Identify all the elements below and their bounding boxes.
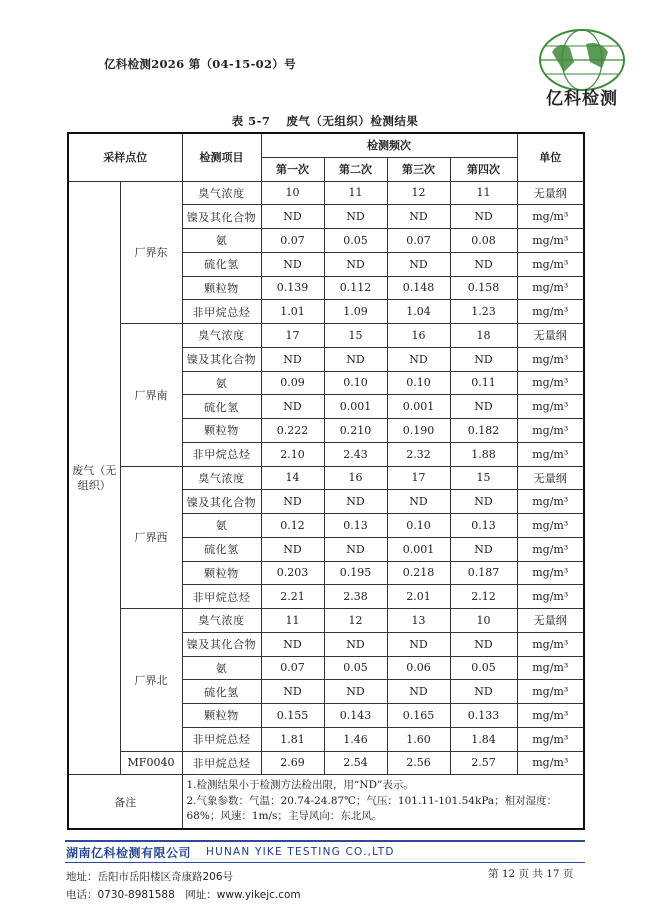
- table-number: 表 5-7: [231, 114, 271, 128]
- unit-cell: mg/m³: [517, 205, 584, 229]
- unit-cell: mg/m³: [517, 347, 584, 371]
- header-third: 第三次: [387, 157, 450, 181]
- value-cell: ND: [387, 680, 450, 704]
- value-cell: 2.38: [324, 585, 387, 609]
- unit-cell: 无量纲: [517, 324, 584, 348]
- item-cell: 氨: [182, 229, 261, 253]
- value-cell: 2.54: [324, 751, 387, 775]
- value-cell: 10: [450, 609, 517, 633]
- header-first: 第一次: [261, 157, 324, 181]
- value-cell: 11: [324, 181, 387, 205]
- value-cell: 0.05: [324, 229, 387, 253]
- company-name-cn: 湖南亿科检测有限公司: [66, 846, 192, 860]
- value-cell: ND: [324, 347, 387, 371]
- report-number: 亿科检测2026 第（04-15-02）号: [104, 57, 296, 71]
- value-cell: 0.13: [324, 514, 387, 538]
- header-second: 第二次: [324, 157, 387, 181]
- value-cell: 0.06: [387, 656, 450, 680]
- value-cell: 0.10: [387, 514, 450, 538]
- value-cell: ND: [261, 632, 324, 656]
- note-1: 1.检测结果小于检测方法检出限，用“ND”表示。: [186, 779, 414, 792]
- table-row: [68, 466, 584, 490]
- value-cell: 0.210: [324, 419, 387, 443]
- value-cell: 0.218: [387, 561, 450, 585]
- table-row: [68, 324, 584, 348]
- value-cell: 0.155: [261, 704, 324, 728]
- value-cell: ND: [450, 632, 517, 656]
- item-cell: 非甲烷总烃: [182, 751, 261, 775]
- value-cell: 0.187: [450, 561, 517, 585]
- item-cell: 氨: [182, 371, 261, 395]
- value-cell: ND: [387, 252, 450, 276]
- value-cell: 14: [261, 466, 324, 490]
- value-cell: ND: [324, 680, 387, 704]
- location-cell: 厂界东: [120, 181, 182, 324]
- company-address: 地址：岳阳市岳阳楼区奇康路206号: [66, 871, 234, 883]
- value-cell: 17: [387, 466, 450, 490]
- value-cell: 0.12: [261, 514, 324, 538]
- value-cell: 2.32: [387, 442, 450, 466]
- unit-cell: 无量纲: [517, 466, 584, 490]
- value-cell: 17: [261, 324, 324, 348]
- item-cell: 非甲烷总烃: [182, 727, 261, 751]
- value-cell: ND: [324, 537, 387, 561]
- unit-cell: 无量纲: [517, 609, 584, 633]
- value-cell: ND: [387, 490, 450, 514]
- value-cell: ND: [261, 347, 324, 371]
- value-cell: ND: [450, 680, 517, 704]
- value-cell: ND: [261, 680, 324, 704]
- location-cell: 厂界西: [120, 466, 182, 609]
- unit-cell: mg/m³: [517, 704, 584, 728]
- header-test-item: 检测项目: [182, 133, 261, 181]
- unit-cell: mg/m³: [517, 229, 584, 253]
- unit-cell: mg/m³: [517, 419, 584, 443]
- value-cell: 1.09: [324, 300, 387, 324]
- value-cell: 1.81: [261, 727, 324, 751]
- unit-cell: mg/m³: [517, 276, 584, 300]
- value-cell: 2.12: [450, 585, 517, 609]
- value-cell: ND: [261, 537, 324, 561]
- value-cell: 0.05: [450, 656, 517, 680]
- value-cell: 0.08: [450, 229, 517, 253]
- item-cell: 镍及其化合物: [182, 490, 261, 514]
- results-table: [67, 132, 585, 830]
- item-cell: 镍及其化合物: [182, 347, 261, 371]
- unit-cell: mg/m³: [517, 395, 584, 419]
- unit-cell: mg/m³: [517, 585, 584, 609]
- value-cell: 15: [450, 466, 517, 490]
- value-cell: 0.001: [387, 395, 450, 419]
- notes-label: 备注: [68, 775, 182, 829]
- value-cell: 0.112: [324, 276, 387, 300]
- table-row: [68, 751, 584, 775]
- value-cell: 10: [261, 181, 324, 205]
- value-cell: 2.10: [261, 442, 324, 466]
- value-cell: 1.23: [450, 300, 517, 324]
- value-cell: ND: [324, 205, 387, 229]
- value-cell: 0.07: [261, 229, 324, 253]
- header-frequency: 检测频次: [261, 133, 517, 157]
- location-cell: MF0040: [120, 751, 182, 775]
- logo-text: 亿科检测: [546, 89, 618, 109]
- value-cell: 16: [387, 324, 450, 348]
- value-cell: ND: [450, 347, 517, 371]
- unit-cell: 无量纲: [517, 181, 584, 205]
- table-title: 废气（无组织）检测结果: [286, 114, 419, 128]
- unit-cell: mg/m³: [517, 561, 584, 585]
- note-2: 2.气象参数：气温：20.74-24.87℃；气压：101.11-101.54kPa；相对湿度：68%；风速：1m/s；主导风向：东北风。: [186, 794, 558, 823]
- value-cell: 1.01: [261, 300, 324, 324]
- unit-cell: mg/m³: [517, 656, 584, 680]
- value-cell: ND: [261, 205, 324, 229]
- value-cell: 13: [387, 609, 450, 633]
- notes-content: [182, 775, 584, 829]
- value-cell: 0.07: [261, 656, 324, 680]
- value-cell: 0.195: [324, 561, 387, 585]
- value-cell: ND: [450, 252, 517, 276]
- value-cell: 0.07: [387, 229, 450, 253]
- value-cell: 0.10: [387, 371, 450, 395]
- value-cell: ND: [324, 252, 387, 276]
- value-cell: 1.60: [387, 727, 450, 751]
- value-cell: 0.190: [387, 419, 450, 443]
- value-cell: ND: [261, 395, 324, 419]
- value-cell: 0.001: [387, 537, 450, 561]
- value-cell: ND: [261, 252, 324, 276]
- value-cell: ND: [387, 347, 450, 371]
- value-cell: 0.09: [261, 371, 324, 395]
- item-cell: 臭气浓度: [182, 324, 261, 348]
- value-cell: 15: [324, 324, 387, 348]
- item-cell: 非甲烷总烃: [182, 442, 261, 466]
- item-cell: 臭气浓度: [182, 466, 261, 490]
- location-cell: 厂界北: [120, 609, 182, 752]
- value-cell: 0.001: [324, 395, 387, 419]
- value-cell: 2.56: [387, 751, 450, 775]
- header-sampling-point: 采样点位: [68, 133, 182, 181]
- item-cell: 臭气浓度: [182, 181, 261, 205]
- value-cell: 18: [450, 324, 517, 348]
- value-cell: 16: [324, 466, 387, 490]
- item-cell: 颗粒物: [182, 419, 261, 443]
- unit-cell: mg/m³: [517, 537, 584, 561]
- value-cell: 0.143: [324, 704, 387, 728]
- value-cell: 2.43: [324, 442, 387, 466]
- value-cell: 1.46: [324, 727, 387, 751]
- table-header: [68, 133, 584, 181]
- item-cell: 颗粒物: [182, 561, 261, 585]
- value-cell: 0.158: [450, 276, 517, 300]
- item-cell: 硫化氢: [182, 252, 261, 276]
- value-cell: 0.203: [261, 561, 324, 585]
- unit-cell: mg/m³: [517, 300, 584, 324]
- unit-cell: mg/m³: [517, 727, 584, 751]
- value-cell: 0.222: [261, 419, 324, 443]
- item-cell: 硫化氢: [182, 395, 261, 419]
- value-cell: 12: [324, 609, 387, 633]
- globe-icon: [540, 30, 624, 90]
- unit-cell: mg/m³: [517, 371, 584, 395]
- table-row: [68, 609, 584, 633]
- value-cell: 0.182: [450, 419, 517, 443]
- item-cell: 颗粒物: [182, 276, 261, 300]
- value-cell: ND: [387, 632, 450, 656]
- header-unit: 单位: [517, 133, 584, 181]
- footer-rule-top: [65, 840, 585, 842]
- item-cell: 臭气浓度: [182, 609, 261, 633]
- value-cell: ND: [450, 490, 517, 514]
- value-cell: 2.57: [450, 751, 517, 775]
- company-name-en: HUNAN YIKE TESTING CO.,LTD: [206, 846, 395, 858]
- value-cell: 1.84: [450, 727, 517, 751]
- value-cell: 1.04: [387, 300, 450, 324]
- value-cell: 0.148: [387, 276, 450, 300]
- item-cell: 硫化氢: [182, 680, 261, 704]
- table-body: [68, 181, 584, 775]
- value-cell: ND: [324, 632, 387, 656]
- unit-cell: mg/m³: [517, 514, 584, 538]
- item-cell: 非甲烷总烃: [182, 585, 261, 609]
- item-cell: 硫化氢: [182, 537, 261, 561]
- table-notes: [68, 775, 584, 829]
- header-fourth: 第四次: [450, 157, 517, 181]
- value-cell: 1.88: [450, 442, 517, 466]
- item-cell: 颗粒物: [182, 704, 261, 728]
- value-cell: 0.133: [450, 704, 517, 728]
- page-number: 第 12 页 共 17 页: [488, 868, 574, 880]
- category-cell: 废气（无组织）: [68, 181, 120, 775]
- unit-cell: mg/m³: [517, 252, 584, 276]
- table-row: [68, 181, 584, 205]
- unit-cell: mg/m³: [517, 442, 584, 466]
- value-cell: ND: [450, 537, 517, 561]
- value-cell: 2.69: [261, 751, 324, 775]
- item-cell: 非甲烷总烃: [182, 300, 261, 324]
- unit-cell: mg/m³: [517, 632, 584, 656]
- unit-cell: mg/m³: [517, 490, 584, 514]
- value-cell: ND: [324, 490, 387, 514]
- item-cell: 镍及其化合物: [182, 632, 261, 656]
- value-cell: 2.01: [387, 585, 450, 609]
- location-cell: 厂界南: [120, 324, 182, 467]
- table-caption: [0, 113, 650, 129]
- item-cell: 氨: [182, 656, 261, 680]
- item-cell: 镍及其化合物: [182, 205, 261, 229]
- value-cell: 2.21: [261, 585, 324, 609]
- item-cell: 氨: [182, 514, 261, 538]
- value-cell: ND: [387, 205, 450, 229]
- unit-cell: mg/m³: [517, 680, 584, 704]
- company-contact: 电话：0730-8981588 网址：www.yikejc.com: [66, 889, 301, 901]
- value-cell: 0.10: [324, 371, 387, 395]
- value-cell: ND: [450, 205, 517, 229]
- value-cell: 0.11: [450, 371, 517, 395]
- value-cell: 11: [450, 181, 517, 205]
- value-cell: 11: [261, 609, 324, 633]
- value-cell: ND: [450, 395, 517, 419]
- value-cell: 0.13: [450, 514, 517, 538]
- value-cell: 12: [387, 181, 450, 205]
- value-cell: 0.05: [324, 656, 387, 680]
- value-cell: ND: [261, 490, 324, 514]
- value-cell: 0.165: [387, 704, 450, 728]
- unit-cell: mg/m³: [517, 751, 584, 775]
- value-cell: 0.139: [261, 276, 324, 300]
- footer-rule-bottom: [65, 862, 585, 863]
